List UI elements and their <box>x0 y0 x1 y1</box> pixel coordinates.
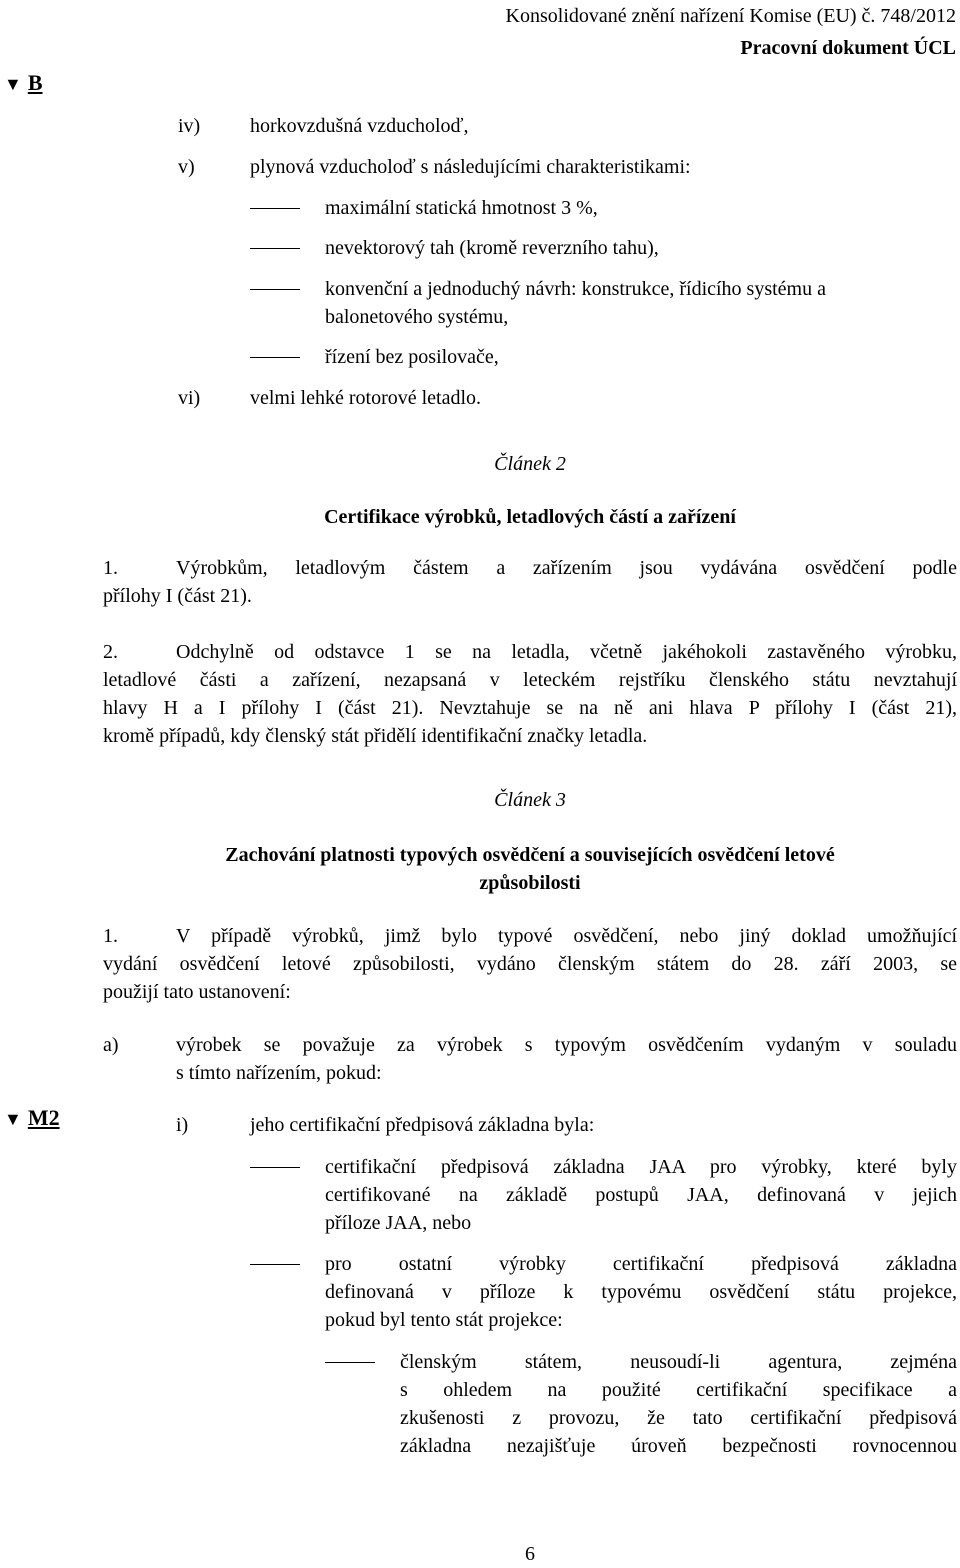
article-2-title: Certifikace výrobků, letadlových částí a zařízení <box>324 506 736 528</box>
article-2-paragraph-1: Výrobkům, letadlovým částem a zařízením jsou vydávána osvědčení podle přílohy I (část 21). <box>103 557 957 607</box>
dash-item-other-products: pro ostatní výrobky certifikační předpisová základna definovaná v příloze k typovému osvědčení státu projekce, pokud byl tento stát projekce: <box>325 1253 957 1331</box>
triangle-down-icon: ▼ <box>4 1109 22 1129</box>
page-number: 6 <box>525 1543 535 1565</box>
dash-bullet <box>250 357 300 358</box>
paragraph-number: 1. <box>103 925 118 947</box>
amendment-marker-b[interactable]: ▼ B <box>4 70 43 95</box>
triangle-down-icon: ▼ <box>4 74 22 94</box>
list-number-vi: vi) <box>178 387 201 409</box>
dash-item-3: konvenční a jednoduchý návrh: konstrukce, řídicího systému a balonetového systému, <box>325 278 826 328</box>
list-item-iv: horkovzdušná vzducholoď, <box>250 115 469 137</box>
list-number-v: v) <box>178 156 195 178</box>
dash-bullet <box>250 1167 300 1168</box>
list-number-iv: iv) <box>178 115 201 137</box>
amendment-marker-m2[interactable]: ▼ M2 <box>4 1105 60 1130</box>
dash-bullet <box>250 208 300 209</box>
dash-item-1: maximální statická hmotnost 3 %, <box>325 197 598 219</box>
article-2-paragraph-2: Odchylně od odstavce 1 se na letadla, včetně jakéhokoli zastavěného výrobku, letadlové části a zařízení, nezapsaná v leteckém rejstříku členského státu nevztahují hlavy H a I přílohy I (část 21). Nevztahuje se na ně ani hlava P přílohy I (část 21), kromě případů, kdy členský stát přidělí identifikační značky letadla. <box>103 641 957 747</box>
dash-item-2: nevektorový tah (kromě reverzního tahu), <box>325 237 659 259</box>
list-item-a: výrobek se považuje za výrobek s typovým osvědčením vydaným v souladu s tímto nařízením, pokud: <box>176 1034 957 1084</box>
article-3-paragraph-1: V případě výrobků, jimž bylo typové osvědčení, nebo jiný doklad umožňující vydání osvědčení letové způsobilosti, vydáno členským státem do 28. září 2003, se použijí tato ustanovení: <box>103 925 957 1003</box>
article-3-title: Zachování platnosti typových osvědčení a souvisejících osvědčení letové způsobilosti <box>225 844 835 894</box>
article-2-number: Článek 2 <box>494 453 566 475</box>
document-title: Konsolidované znění nařízení Komise (EU) č. 748/2012 <box>505 5 956 27</box>
dash-item-jaa: certifikační předpisová základna JAA pro výrobky, které byly certifikované na základě postupů JAA, definovaná v jejich příloze JAA, nebo <box>325 1156 957 1234</box>
list-item-vi: velmi lehké rotorové letadlo. <box>250 387 482 409</box>
list-item-i: jeho certifikační předpisová základna byla: <box>250 1114 595 1136</box>
dash-bullet <box>325 1362 375 1363</box>
dash-bullet <box>250 1264 300 1265</box>
article-3-number: Článek 3 <box>494 789 566 811</box>
dash-item-4: řízení bez posilovače, <box>325 346 499 368</box>
list-number-i: i) <box>176 1114 189 1136</box>
paragraph-number: 1. <box>103 557 118 579</box>
paragraph-number: 2. <box>103 641 118 663</box>
list-item-v: plynová vzducholoď s následujícími charakteristikami: <box>250 156 691 178</box>
document-subtitle: Pracovní dokument ÚCL <box>740 37 956 59</box>
dash-bullet <box>250 248 300 249</box>
dash-item-member-state: členským státem, neusoudí-li agentura, zejména s ohledem na použité certifikační specifikace a zkušenosti z provozu, že tato certifikační předpisová základna nezajišťuje úroveň bezpečnosti rovnocennou <box>400 1351 957 1457</box>
list-letter-a: a) <box>103 1034 119 1056</box>
dash-bullet <box>250 289 300 290</box>
